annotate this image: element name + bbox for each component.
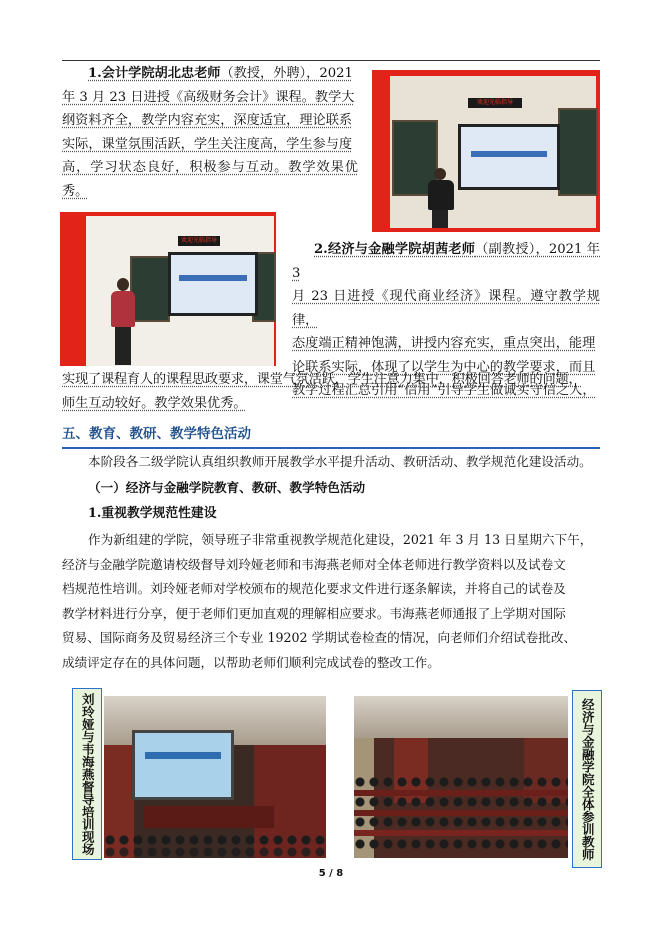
caption-right: 经济与金融学院全体参训教师: [572, 690, 602, 868]
teacher-2-line: （副教授），2021 年 3: [292, 242, 600, 281]
section-rule: [62, 447, 600, 449]
teacher-2-line: 态度端正精神饱满，讲授内容充实，重点突出，能理: [292, 336, 596, 351]
training-photo-left: [104, 696, 326, 858]
teacher-1-photo: [372, 70, 600, 232]
body-line: 档规范性培训。刘玲娅老师对学校颁布的规范化要求文件进行逐条解读，并将自己的试卷及: [62, 581, 566, 596]
teacher-2-line: 月 23 日进授《现代商业经济》课程。遵守教学规律，: [292, 289, 600, 328]
section-title: 五、教育、教研、教学特色活动: [62, 426, 251, 442]
teacher-2-lead: 2.经济与金融学院胡茜老师: [314, 242, 476, 257]
body-line: 作为新组建的学院，领导班子非常重视教学规范化建设，2021 年 3 月 13 日星期六下午，: [88, 532, 593, 547]
led-banner: 欢迎光临指导: [468, 98, 522, 108]
led-banner: 欢迎光临指导: [178, 236, 220, 246]
body-line: 教学材料进行分享，便于老师们更加直观的理解相应要求。韦海燕老师通报了上学期对国际: [62, 605, 566, 621]
caption-left: 刘玲娅与韦海燕督导培训现场: [72, 688, 102, 860]
training-photo-right: [354, 696, 568, 858]
page-number: 5 / 8: [318, 868, 344, 879]
teacher-2-paragraph-cont: [62, 368, 602, 415]
subsection-title: [62, 476, 602, 500]
teacher-2-line: 教学过程汇总引用“信用”引导学生做诚实守信之人，: [292, 383, 596, 398]
teacher-1-line: 纲资料齐全，教学内容充实，深度适宜，理论联系: [62, 113, 353, 128]
teacher-1-lead: 1.会计学院胡北忠老师: [88, 66, 221, 81]
teacher-2-photo: [60, 212, 276, 366]
body-paragraph: [62, 528, 602, 675]
item-title-text: 1.重视教学规范性建设: [88, 506, 217, 521]
teacher-2-line: 师生互动较好。教学效果优秀。: [62, 395, 247, 411]
teacher-1-line: （教授，外聘），2021: [220, 66, 353, 81]
subsection-text: （一）经济与金融学院教育、教研、教学特色活动: [88, 480, 366, 495]
body-line: 经济与金融学院邀请校级督导刘玲娅老师和韦海燕老师对全体老师进行教学资料以及试卷文: [62, 556, 566, 572]
teacher-figure: [426, 168, 456, 228]
teacher-1-line: 高，学习状态良好，积极参与互动。教学效果优秀。: [62, 160, 358, 199]
body-line: 贸易、国际商务及贸易经济三个专业 19202 学期试卷检查的情况，向老师们介绍试卷批改、: [62, 630, 577, 645]
teacher-2-line: 实现了课程育人的课程思政要求，课堂气氛活跃，学生注意力集中，积极回答老师的问题，: [62, 372, 582, 387]
projector-screen: [458, 124, 560, 190]
body-line: 成绩评定存在的具体问题，以帮助老师们顺利完成试卷的整改工作。: [62, 654, 440, 670]
intro-text: 本阶段各二级学院认真组织教师开展教学水平提升活动、教研活动、教学规范化建设活动。: [88, 454, 592, 469]
teacher-1-line: 年 3 月 23 日进授《高级财务会计》课程。教学大: [62, 89, 355, 105]
item-title: [62, 502, 602, 526]
intro-paragraph: [62, 450, 602, 474]
header-rule: [62, 60, 600, 61]
teacher-2-line: 论联系实际，体现了以学生为中心的教学要求，而且: [292, 359, 596, 375]
teacher-1-line: 实际，课堂氛围活跃，学生关注度高，学生参与度: [62, 136, 353, 152]
presentation-screen: [132, 730, 234, 800]
teacher-1-paragraph: [62, 62, 358, 203]
teacher-figure: [108, 278, 138, 366]
projector-screen: [168, 252, 258, 316]
